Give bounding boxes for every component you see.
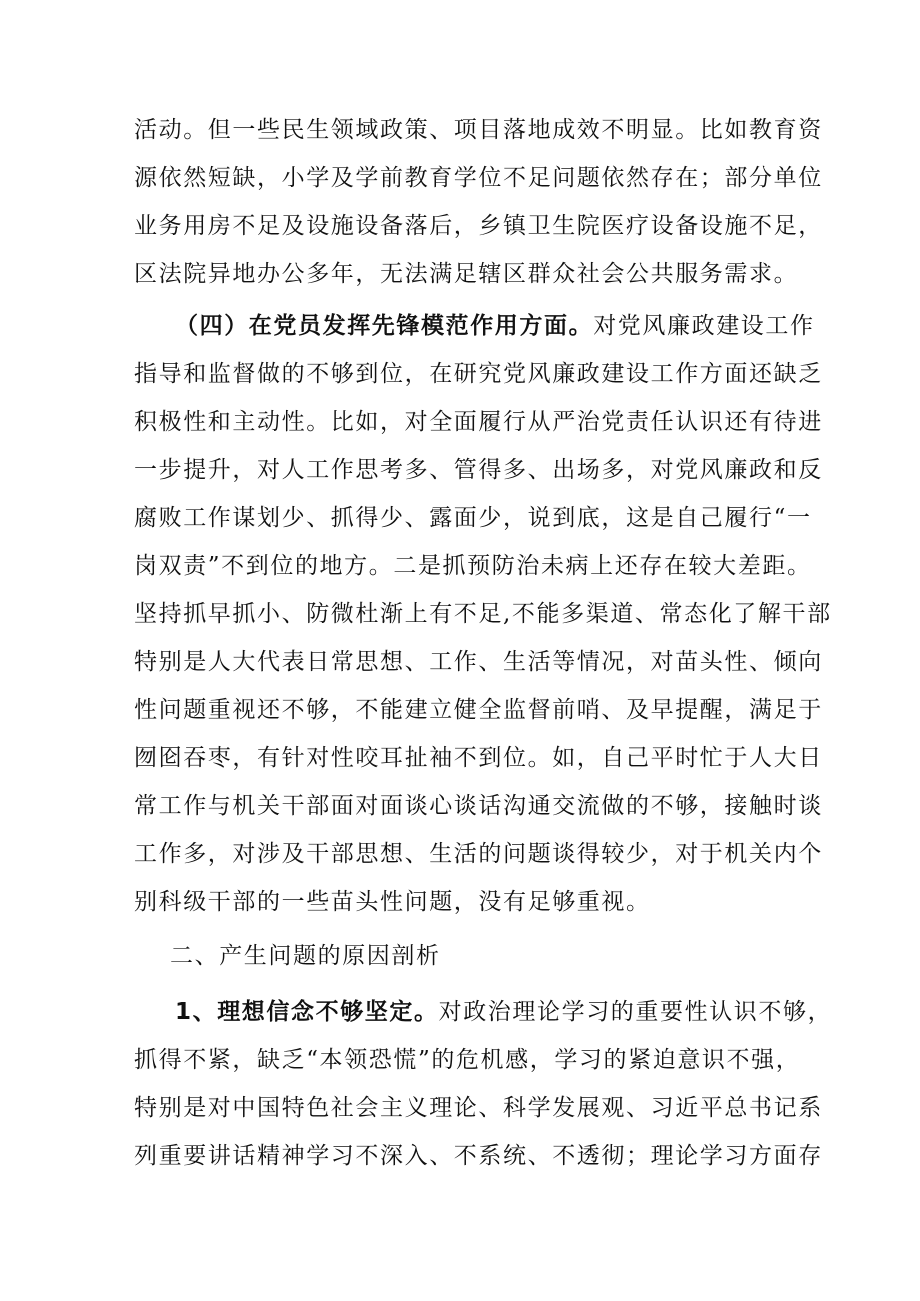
paragraph-first-line — [175, 997, 833, 1027]
paragraph-line: 业务用房不足及设施设备落后，乡镇卫生院医疗设备设施不足， — [134, 213, 823, 239]
paragraph-line: 性问题重视还不够，不能建立健全监督前哨、及早提醒，满足于 — [134, 697, 823, 723]
paragraph-line: 特别是对中国特色社会主义理论、科学发展观、习近平总书记系 — [134, 1095, 823, 1121]
paragraph-line: 岗双责”不到位的地方。二是抓预防治未病上还存在较大差距。 — [134, 553, 812, 579]
paragraph-line: 一步提升，对人工作思考多、管得多、出场多，对党风廉政和反 — [134, 457, 823, 483]
section-heading: 二、产生问题的原因剖析 — [170, 943, 441, 969]
paragraph-line: 囫囵吞枣，有针对性咬耳扯袖不到位。如，自己平时忙于人大日 — [134, 745, 823, 771]
paragraph-heading: 1、理想信念不够坚定。 — [175, 999, 439, 1025]
paragraph-line: 列重要讲话精神学习不深入、不系统、不透彻；理论学习方面存 — [134, 1143, 823, 1169]
paragraph-line: 活动。但一些民生领域政策、项目落地成效不明显。比如教育资 — [134, 117, 823, 143]
paragraph-line: 源依然短缺，小学及学前教育学位不足问题依然存在；部分单位 — [134, 165, 823, 191]
paragraph-line: 工作多，对涉及干部思想、生活的问题谈得较少，对于机关内个 — [134, 841, 823, 867]
paragraph-line: 常工作与机关干部面对面谈心谈话沟通交流做的不够，接触时谈 — [134, 793, 823, 819]
paragraph-line: 坚持抓早抓小、防微杜渐上有不足,不能多渠道、常态化了解干部 — [134, 601, 832, 627]
paragraph-first-line — [175, 311, 815, 341]
paragraph-line: 指导和监督做的不够到位，在研究党风廉政建设工作方面还缺乏 — [134, 361, 823, 387]
paragraph-line: 腐败工作谋划少、抓得少、露面少，说到底，这是自己履行“一 — [134, 505, 812, 531]
paragraph-line: 别科级干部的一些苗头性问题，没有足够重视。 — [134, 889, 651, 915]
paragraph-text: 对政治理论学习的重要性认识不够， — [438, 999, 833, 1025]
paragraph-line: 区法院异地办公多年，无法满足辖区群众社会公共服务需求。 — [134, 261, 799, 287]
paragraph-heading: （四）在党员发挥先锋模范作用方面。 — [175, 313, 594, 339]
paragraph-text: 对党风廉政建设工作 — [593, 313, 815, 339]
paragraph-line: 积极性和主动性。比如，对全面履行从严治党责任认识还有待进 — [134, 409, 823, 435]
paragraph-line: 特别是人大代表日常思想、工作、生活等情况，对苗头性、倾向 — [134, 649, 823, 675]
paragraph-line: 抓得不紧，缺乏“本领恐慌”的危机感，学习的紧迫意识不强， — [134, 1047, 801, 1073]
